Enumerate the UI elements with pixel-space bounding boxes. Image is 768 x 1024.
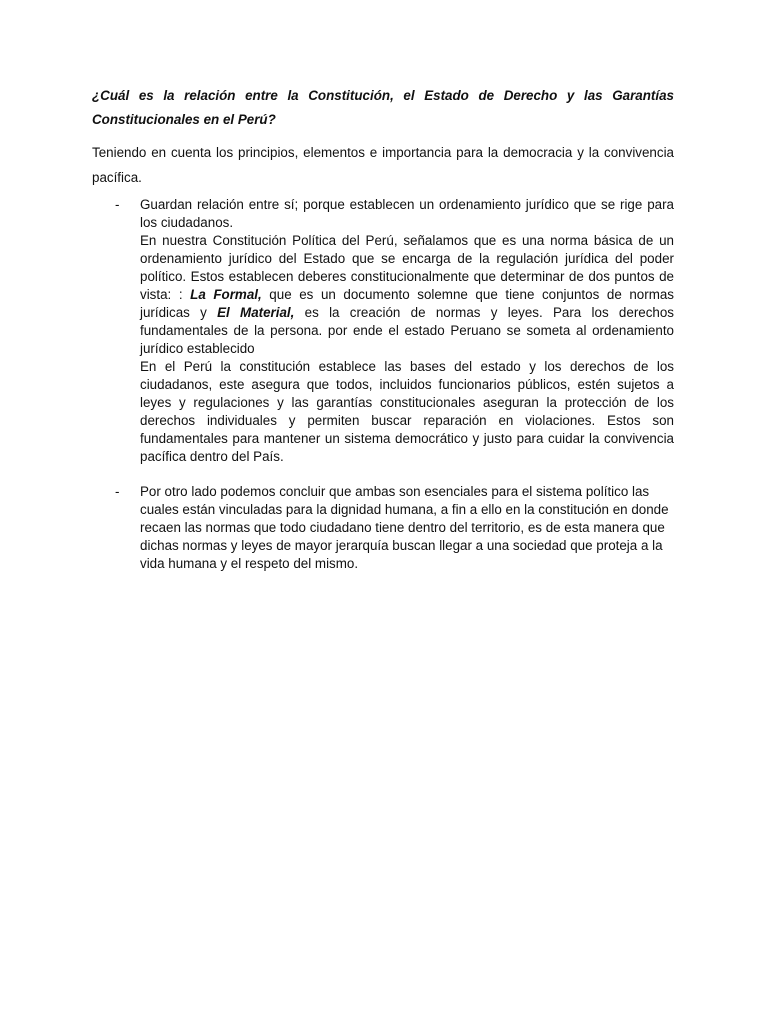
bullet-1-paragraph-2 xyxy=(140,232,674,358)
formal-term: La Formal, xyxy=(190,287,262,302)
document-title: ¿Cuál es la relación entre la Constitución, el Estado de Derecho y las Garantías Constitucionales en el Perú? xyxy=(92,88,674,127)
list-item xyxy=(92,483,674,573)
bullet-1-paragraph-3: En el Perú la constitución establece las bases del estado y los derechos de los ciudadanos, este asegura que todos, incluidos funcionarios públicos, estén sujetos a leyes y regulaciones y las garantías constitucionales aseguran la protección de los derechos individuales y permiten buscar reparación en violaciones. Estos son fundamentales para mantener un sistema democrático y justo para cuidar la convivencia pacífica dentro del País. xyxy=(140,359,674,464)
list-item xyxy=(92,196,674,466)
bullet-1-paragraph-1: Guardan relación entre sí; porque establecen un ordenamiento jurídico que se rige para los ciudadanos. xyxy=(140,197,674,230)
bullet-dash: - xyxy=(115,484,120,499)
paragraph-text: En nuestra Constitución Política del Perú, señalamos que es una norma básica de un ordenamiento jurídico del Estado que se encarga de la regulación jurídica del poder político. Estos establecen deberes constitucionalmente que determinar de dos puntos de vista: : xyxy=(140,233,674,302)
material-term: El Material, xyxy=(217,305,295,320)
bullet-dash: - xyxy=(115,197,120,212)
bullet-2-paragraph-1: Por otro lado podemos concluir que ambas son esenciales para el sistema político las cuales están vinculadas para la dignidad humana, a fin a ello en la constitución en donde recaen las normas que todo ciudadano tiene dentro del territorio, es de esta manera que dichas normas y leyes de mayor jerarquía buscan llegar a una sociedad que proteja a la vida humana y el respeto del mismo. xyxy=(140,484,669,571)
document-page xyxy=(92,84,674,573)
paragraph-text: que es un documento solemne que tiene conjuntos de normas jurídicas y xyxy=(140,287,674,320)
paragraph-text: es la creación de normas y leyes. Para los derechos fundamentales de la persona. por ende el estado Peruano se someta al ordenamiento jurídico establecido xyxy=(140,305,675,356)
intro-paragraph: Teniendo en cuenta los principios, elementos e importancia para la democracia y la convivencia pacífica. xyxy=(92,145,674,185)
bullet-list xyxy=(92,196,674,573)
